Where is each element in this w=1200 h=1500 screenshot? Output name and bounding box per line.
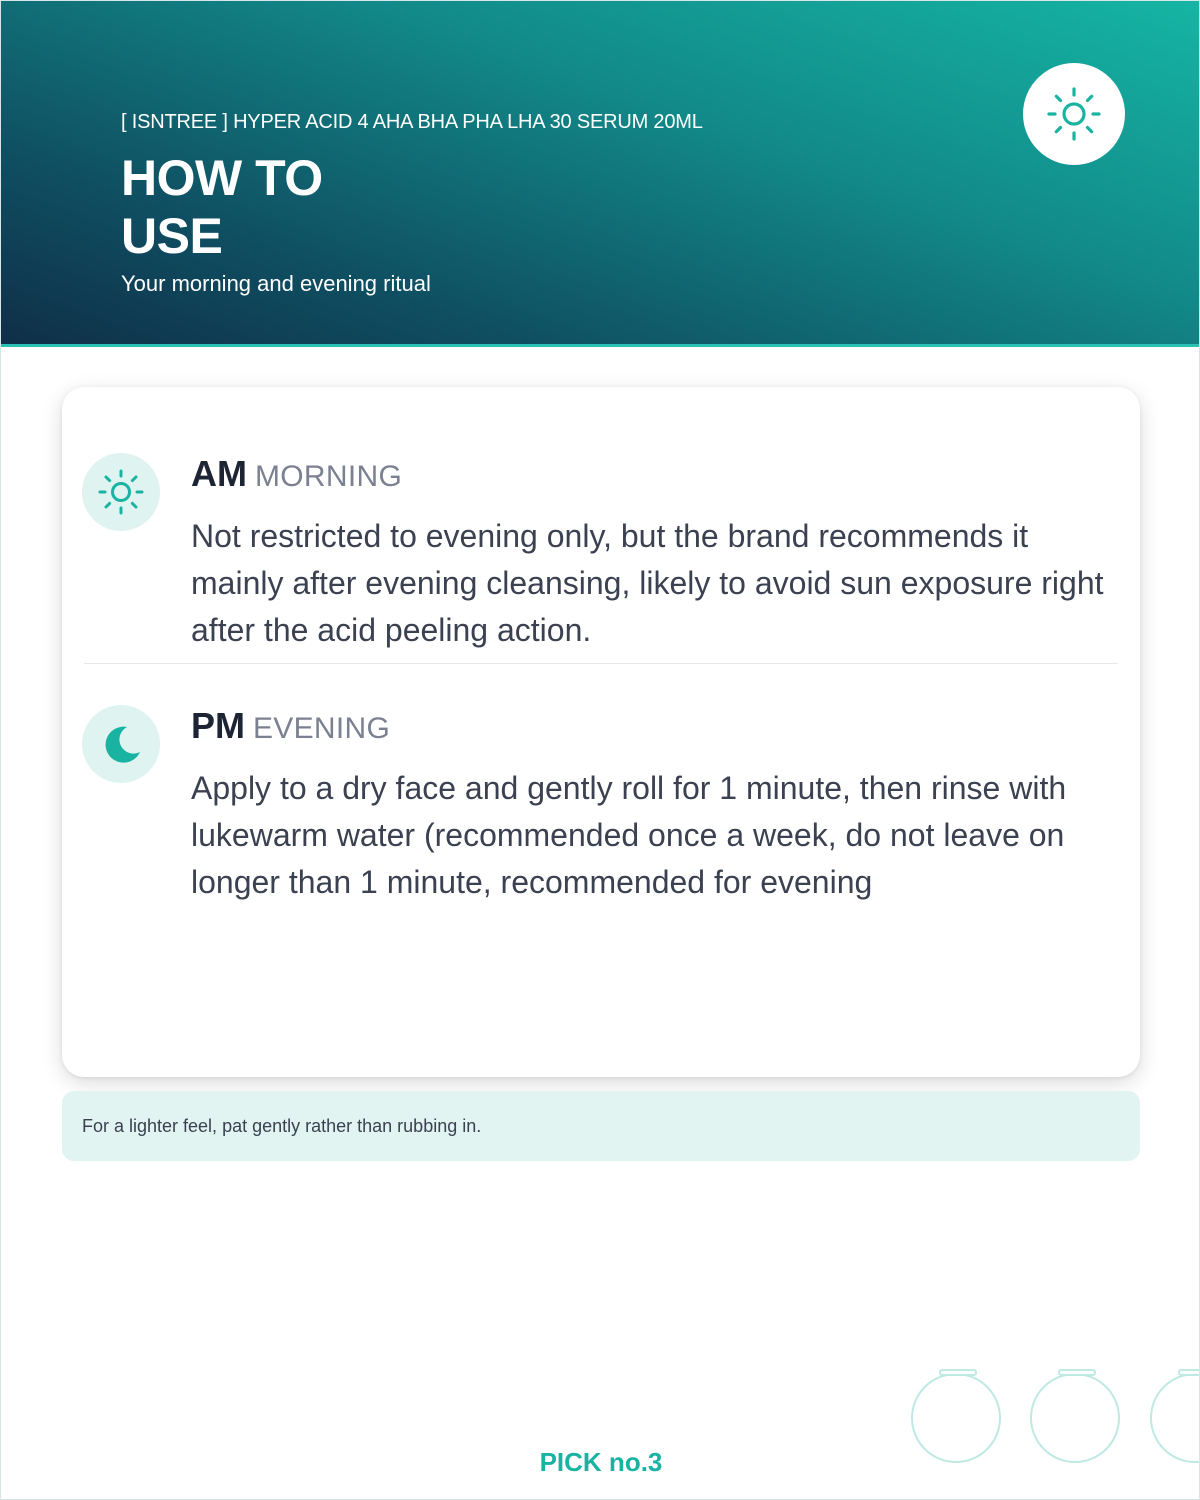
sun-icon bbox=[1045, 85, 1103, 143]
page-subtitle: Your morning and evening ritual bbox=[121, 271, 431, 296]
sun-icon bbox=[96, 467, 146, 517]
routine-am-name: MORNING bbox=[255, 460, 403, 493]
routine-pm-code: PM bbox=[191, 705, 245, 746]
tip-box bbox=[62, 1091, 1140, 1161]
routine-pm-heading bbox=[191, 705, 390, 745]
header-banner bbox=[1, 1, 1200, 347]
routine-pm-name: EVENING bbox=[253, 712, 391, 745]
moon-icon bbox=[96, 719, 146, 769]
routine-pm-icon-badge bbox=[82, 705, 160, 783]
routine-pm-text: Apply to a dry face and gently roll for 1 minute, then rinse with lukewarm water (recommended once a week, do not leave on longer than 1 minute, recommended for evening bbox=[191, 770, 1067, 900]
routine-am-heading bbox=[191, 453, 402, 493]
page-title-line-2: USE bbox=[121, 208, 223, 264]
header-sun-badge bbox=[1023, 63, 1125, 165]
routine-am-code: AM bbox=[191, 453, 247, 494]
routine-card bbox=[62, 387, 1140, 1077]
routine-divider bbox=[84, 663, 1118, 664]
page-title bbox=[121, 149, 521, 265]
routine-am-text: Not restricted to evening only, but the brand recommends it mainly after evening cleansing, likely to avoid sun exposure right after the acid peeling action. bbox=[191, 518, 1104, 648]
tip-text: For a lighter feel, pat gently rather than rubbing in. bbox=[82, 1115, 482, 1136]
pick-number-label: PICK no.3 bbox=[539, 1447, 663, 1477]
page-title-line-1: HOW TO bbox=[121, 150, 323, 206]
routine-am-icon-badge bbox=[82, 453, 160, 531]
product-name: [ ISNTREE ] HYPER ACID 4 AHA BHA PHA LHA 30 SERUM 20ML bbox=[121, 111, 703, 133]
